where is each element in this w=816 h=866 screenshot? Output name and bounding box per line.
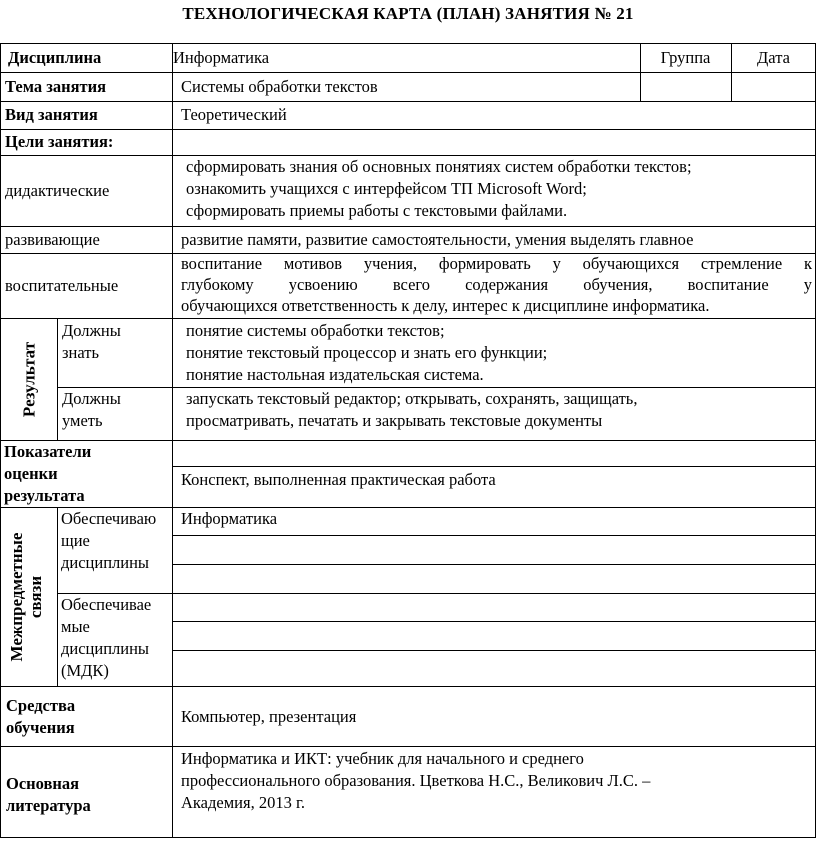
indicators-value: Конспект, выполненная практическая работа [181, 469, 496, 489]
be-able-items [172, 388, 816, 440]
interdisciplinary-label: Межпредметные связи [7, 532, 45, 662]
date-label: Дата [757, 47, 790, 67]
educational-goals [172, 253, 816, 318]
didactic-goals [172, 156, 816, 226]
indicators-label: Показатели оценки результата [4, 442, 92, 505]
goals-label: Цели занятия: [5, 132, 114, 151]
provided-disciplines-label: Обеспечивае мые дисциплины (МДК) [61, 595, 152, 680]
literature-label: Основная литература [6, 774, 91, 815]
providing-disciplines-value: Информатика [181, 509, 278, 528]
group-label: Группа [660, 47, 711, 67]
educational-goal-line: воспитание мотивов учения, формировать у обучающихся стремление к [181, 254, 812, 273]
providing-disciplines-label: Обеспечиваю щие дисциплины [61, 509, 157, 572]
topic-label: Тема занятия [5, 76, 107, 96]
literature-value [172, 748, 816, 837]
developing-label: развивающие [5, 229, 100, 249]
tools-value: Компьютер, презентация [181, 706, 357, 726]
educational-label: воспитательные [5, 275, 119, 295]
be-able-label: Должны уметь [62, 389, 121, 430]
know-item: понятие настольная издательская система. [186, 365, 484, 384]
discipline-value: Информатика [173, 47, 270, 67]
know-item: понятие текстовый процессор и знать его функции; [186, 343, 548, 362]
developing-goals: развитие памяти, развитие самостоятельности, умения выделять главное [181, 229, 694, 249]
literature-line: профессионального образования. Цветкова Н.С., Великович Л.С. – [181, 771, 651, 790]
tools-label: Средства обучения [6, 695, 76, 737]
didactic-label: дидактические [5, 180, 110, 200]
didactic-goal-line: ознакомить учащихся с интерфейсом ТП Microsoft Word; [186, 179, 587, 198]
be-able-item: запускать текстовый редактор; открывать, сохранять, защищать, [186, 389, 638, 408]
result-label: Результат [19, 341, 39, 418]
didactic-goal-line: сформировать приемы работы с текстовыми файлами. [186, 201, 568, 220]
lesson-type-label: Вид занятия [5, 105, 98, 124]
know-items [172, 320, 816, 386]
literature-line: Академия, 2013 г. [181, 793, 305, 812]
educational-goal-line: обучающихся ответственность к делу, интерес к дисциплине информатика. [181, 296, 710, 315]
know-item: понятие системы обработки текстов; [186, 321, 445, 340]
literature-line: Информатика и ИКТ: учебник для начального и среднего [181, 749, 584, 768]
be-able-item: просматривать, печатать и закрывать текстовые документы [186, 411, 603, 430]
page-title: ТЕХНОЛОГИЧЕСКАЯ КАРТА (ПЛАН) ЗАНЯТИЯ № 21 [182, 4, 634, 23]
know-label: Должны знать [62, 321, 121, 362]
lesson-type-value: Теоретический [181, 105, 287, 124]
didactic-goal-line: сформировать знания об основных понятиях систем обработки текстов; [186, 157, 692, 176]
topic-value: Системы обработки текстов [181, 76, 378, 96]
discipline-label: Дисциплина [8, 47, 102, 67]
educational-goal-line: глубокому усвоению всего содержания обучения, воспитание у [181, 275, 812, 294]
